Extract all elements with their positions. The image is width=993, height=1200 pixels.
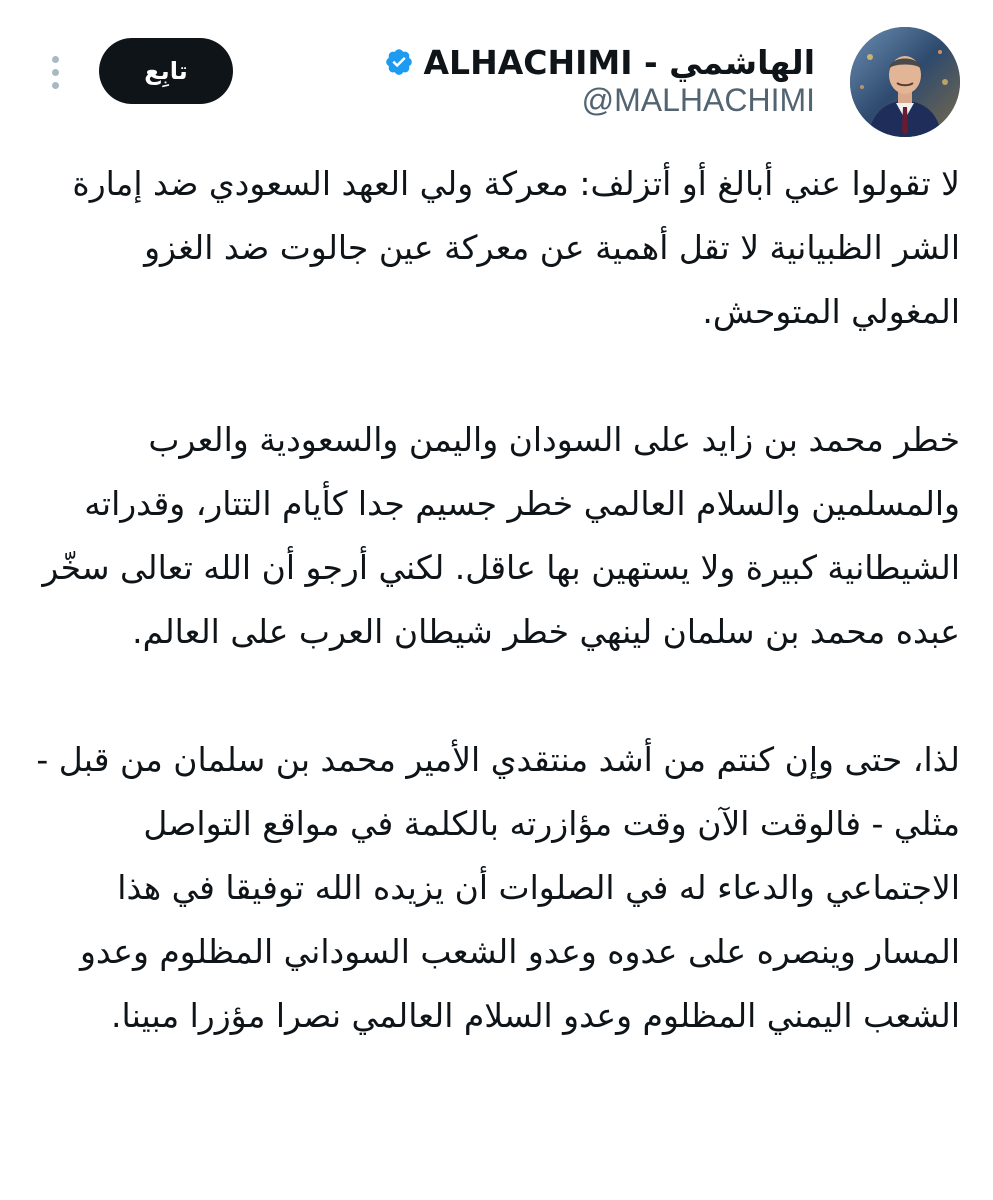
tweet-paragraph: لا تقولوا عني أبالغ أو أتزلف: معركة ولي العهد السعودي ضد إمارة الشر الظبيانية لا تقل أهمية عن معركة عين جالوت ضد الغزو المغولي المتوحش. — [72, 164, 960, 331]
avatar[interactable] — [850, 27, 960, 137]
tweet-text — [30, 152, 960, 1048]
more-dot — [52, 69, 59, 76]
tweet-paragraph: خطر محمد بن زايد على السودان واليمن والسعودية والعرب والمسلمين والسلام العالمي خطر جسيم جدا كأيام التتار، وقدراته الشيطانية كبيرة ولا يستهين بها عاقل. لكني أرجو أن الله تعالى سخّر عبده محمد بن سلمان لينهي خطر شيطان العرب على العالم. — [42, 420, 960, 651]
author-handle[interactable]: @MALHACHIMI — [581, 82, 815, 118]
more-dot — [52, 82, 59, 89]
more-options-button[interactable] — [40, 50, 70, 94]
author-display-name[interactable] — [384, 40, 815, 84]
tweet-paragraph: لذا، حتى وإن كنتم من أشد منتقدي الأمير محمد بن سلمان من قبل - مثلي - فالوقت الآن وقت مؤازرته بالكلمة في مواقع التواصل الاجتماعي والدعاء له في الصلوات أن يزيده الله توفيقا في هذا المسار وينصره على عدوه وعدو الشعب السوداني المظلوم وعدو الشعب اليمني المظلوم وعدو السلام العالمي نصرا مؤزرا مبينا. — [36, 740, 960, 1035]
display-name-text: الهاشمي - ALHACHIMI — [423, 42, 815, 82]
more-vertical-icon — [52, 56, 59, 63]
follow-button[interactable]: تابِع — [99, 38, 233, 104]
avatar-photo — [850, 27, 960, 137]
tweet-header — [0, 0, 993, 150]
verified-badge-icon — [384, 47, 414, 77]
